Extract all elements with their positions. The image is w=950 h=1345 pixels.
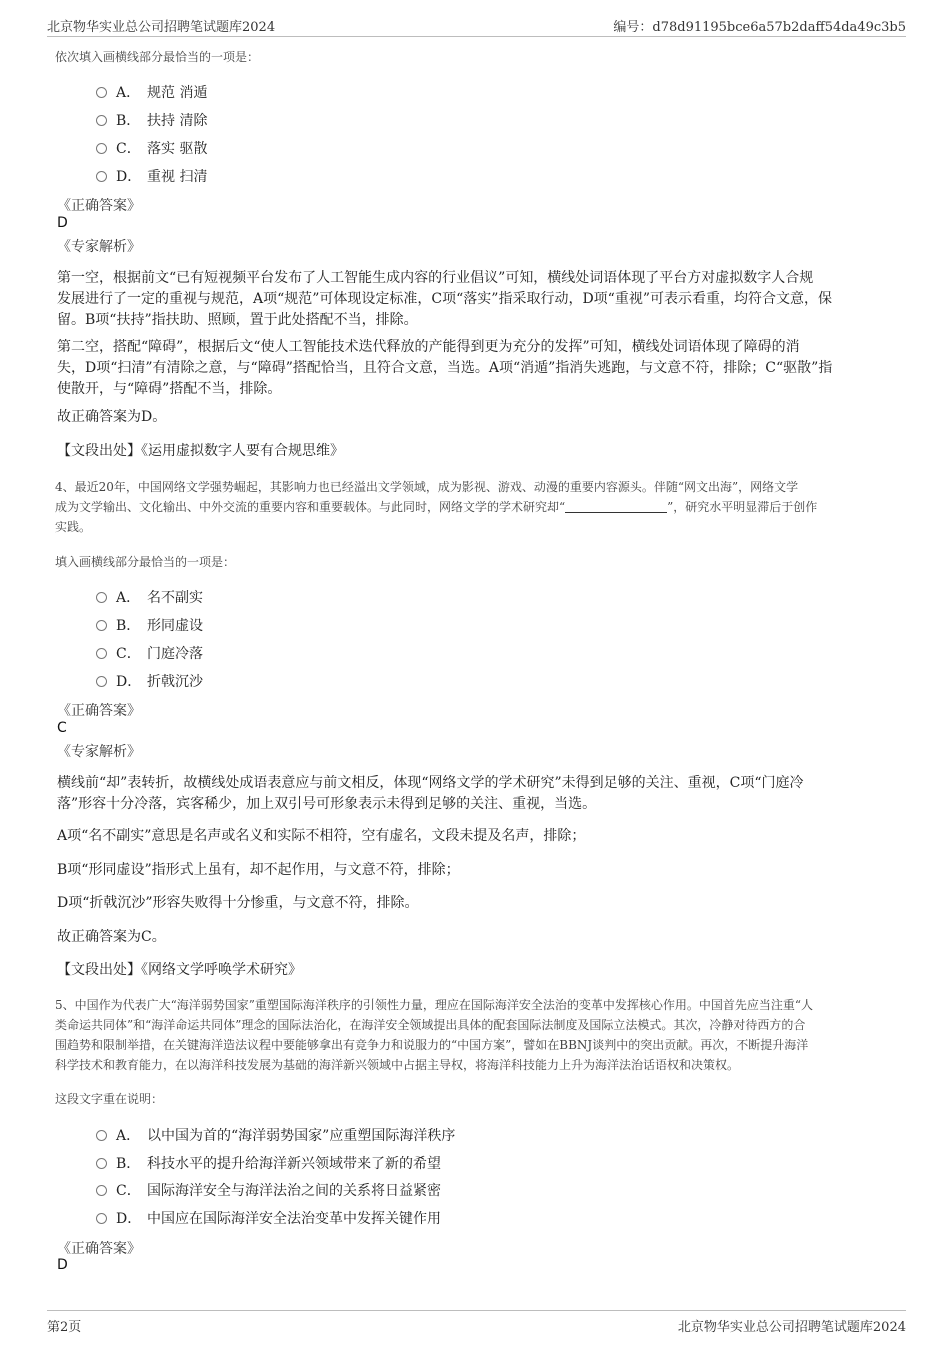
q5-option-c[interactable]: C． 国际海洋安全与海洋法治之间的关系将日益紧密 <box>96 1180 441 1200</box>
q3-analysis-para-1: 第一空，根据前文“已有短视频平台发布了人工智能生成内容的行业倡议”可知，横线处词语体现了平台方对虚拟数字人合规 发展进行了一定的重视与规范，A项“规范”可体现设定标准，C项“落实”指采取行动，D项“重视”可表示看重，均符合文意，保 留。B项“扶持”指扶助、照顾，置于此处搭配不当，排除。 <box>57 270 832 328</box>
q4-option-a[interactable]: A． 名不副实 <box>96 587 203 607</box>
q5-stem: 5、中国作为代表广大“海洋弱势国家”重塑国际海洋秩序的引领性力量，理应在国际海洋安全法治的变革中发挥核心作用。中国首先应当注重“人 类命运共同体”和“海洋命运共同体”理念的国际法治化，在海洋安全领域提出具体的配套国际法制度及国际立法模式。其次，冷静对待西方的合 围趋势和限制举措，在关键海洋造法议程中要能够拿出有竞争力和说服力的“中国方案”，譬如在BBNJ谈判中的突出贡献。再次，不断提升海洋 科学技术和教育能力，在以海洋科技发展为基础的海洋新兴领域中占据主导权，将海洋科技能力上升为海洋法治话语权和决策权。 <box>55 998 814 1072</box>
q5-option-a[interactable]: A． 以中国为首的“海洋弱势国家”应重塑国际海洋秩序 <box>96 1125 455 1145</box>
header-title: 北京物华实业总公司招聘笔试题库2024 <box>47 20 276 35</box>
q4-option-d[interactable]: D． 折戟沉沙 <box>96 671 203 691</box>
radio-icon[interactable] <box>96 648 107 659</box>
page-number: 第2页 <box>47 1320 82 1335</box>
page-footer <box>47 1310 906 1337</box>
q4-prompt: 填入画横线部分最恰当的一项是： <box>55 555 236 569</box>
q3-option-b[interactable]: B． 扶持 清除 <box>96 110 207 130</box>
q3-analysis-label: 《专家解析》 <box>57 239 141 255</box>
q4-option-b[interactable]: B． 形同虚设 <box>96 615 203 635</box>
q3-option-a[interactable]: A． 规范 消遁 <box>96 82 207 102</box>
q3-conclusion: 故正确答案为D。 <box>57 409 167 425</box>
q4-analysis-para-2: A项“名不副实”意思是名声或名义和实际不相符，空有虚名，文段未提及名声，排除； <box>57 828 586 844</box>
fill-blank <box>565 500 667 513</box>
radio-icon[interactable] <box>96 171 107 182</box>
radio-icon[interactable] <box>96 1130 107 1141</box>
radio-icon[interactable] <box>96 1213 107 1224</box>
q4-conclusion: 故正确答案为C。 <box>57 929 166 945</box>
radio-icon[interactable] <box>96 620 107 631</box>
q4-source: 【文段出处】《网络文学呼唤学术研究》 <box>57 962 302 978</box>
q5-answer: D <box>57 1257 68 1273</box>
q3-option-d[interactable]: D． 重视 扫清 <box>96 166 207 186</box>
q4-option-c[interactable]: C． 门庭冷落 <box>96 643 203 663</box>
q5-option-b[interactable]: B． 科技水平的提升给海洋新兴领域带来了新的希望 <box>96 1153 441 1173</box>
q4-analysis-para-1: 横线前“却”表转折，故横线处成语表意应与前文相反，体现“网络文学的学术研究”未得到足够的关注、重视，C项“门庭冷 落”形容十分冷落，宾客稀少，加上双引号可形象表示未得到足够的关注、重视，当选。 <box>57 775 804 812</box>
header-doc-id: 编号：d78d91195bce6a57b2daff54da49c3b5 <box>613 20 906 35</box>
radio-icon[interactable] <box>96 115 107 126</box>
q4-stem: 4、最近20年，中国网络文学强势崛起，其影响力也已经溢出文学领域，成为影视、游戏、动漫的重要内容源头。伴随“网文出海”，网络文学 成为文学输出、文化输出、中外交流的重要内容和重要载体。与此同时，网络文学的学术研究却“ ”，研究水平明显滞后于创作 实践。 <box>55 480 818 534</box>
radio-icon[interactable] <box>96 1158 107 1169</box>
radio-icon[interactable] <box>96 143 107 154</box>
q3-analysis-para-2: 第二空，搭配“障碍”，根据后文“使人工智能技术迭代释放的产能得到更为充分的发挥”可知，横线处词语体现了障碍的消 失，D项“扫清”有清除之意，与“障碍”搭配恰当，且符合文意，当选。A项“消遁”指消失逃跑，与文意不符，排除；C“驱散”指 使散开，与“障碍”搭配不当，排除。 <box>57 339 833 397</box>
q4-answer: C <box>57 720 67 736</box>
footer-title: 北京物华实业总公司招聘笔试题库2024 <box>677 1320 906 1335</box>
q4-analysis-label: 《专家解析》 <box>57 744 141 760</box>
q3-answer-label: 《正确答案》 <box>57 198 141 214</box>
radio-icon[interactable] <box>96 1185 107 1196</box>
q4-answer-label: 《正确答案》 <box>57 703 141 719</box>
q3-option-c[interactable]: C． 落实 驱散 <box>96 138 207 158</box>
q4-analysis-para-4: D项“折戟沉沙”形容失败得十分惨重，与文意不符，排除。 <box>57 895 419 911</box>
q3-source: 【文段出处】《运用虚拟数字人要有合规思维》 <box>57 443 344 459</box>
q3-answer: D <box>57 215 68 231</box>
q5-prompt: 这段文字重在说明： <box>55 1092 164 1106</box>
radio-icon[interactable] <box>96 676 107 687</box>
page-header <box>47 12 906 37</box>
q5-answer-label: 《正确答案》 <box>57 1241 141 1257</box>
radio-icon[interactable] <box>96 87 107 98</box>
q5-option-d[interactable]: D． 中国应在国际海洋安全法治变革中发挥关键作用 <box>96 1208 441 1228</box>
q3-prompt: 依次填入画横线部分最恰当的一项是： <box>55 50 260 64</box>
radio-icon[interactable] <box>96 592 107 603</box>
q4-analysis-para-3: B项“形同虚设”指形式上虽有，却不起作用，与文意不符，排除； <box>57 862 460 878</box>
